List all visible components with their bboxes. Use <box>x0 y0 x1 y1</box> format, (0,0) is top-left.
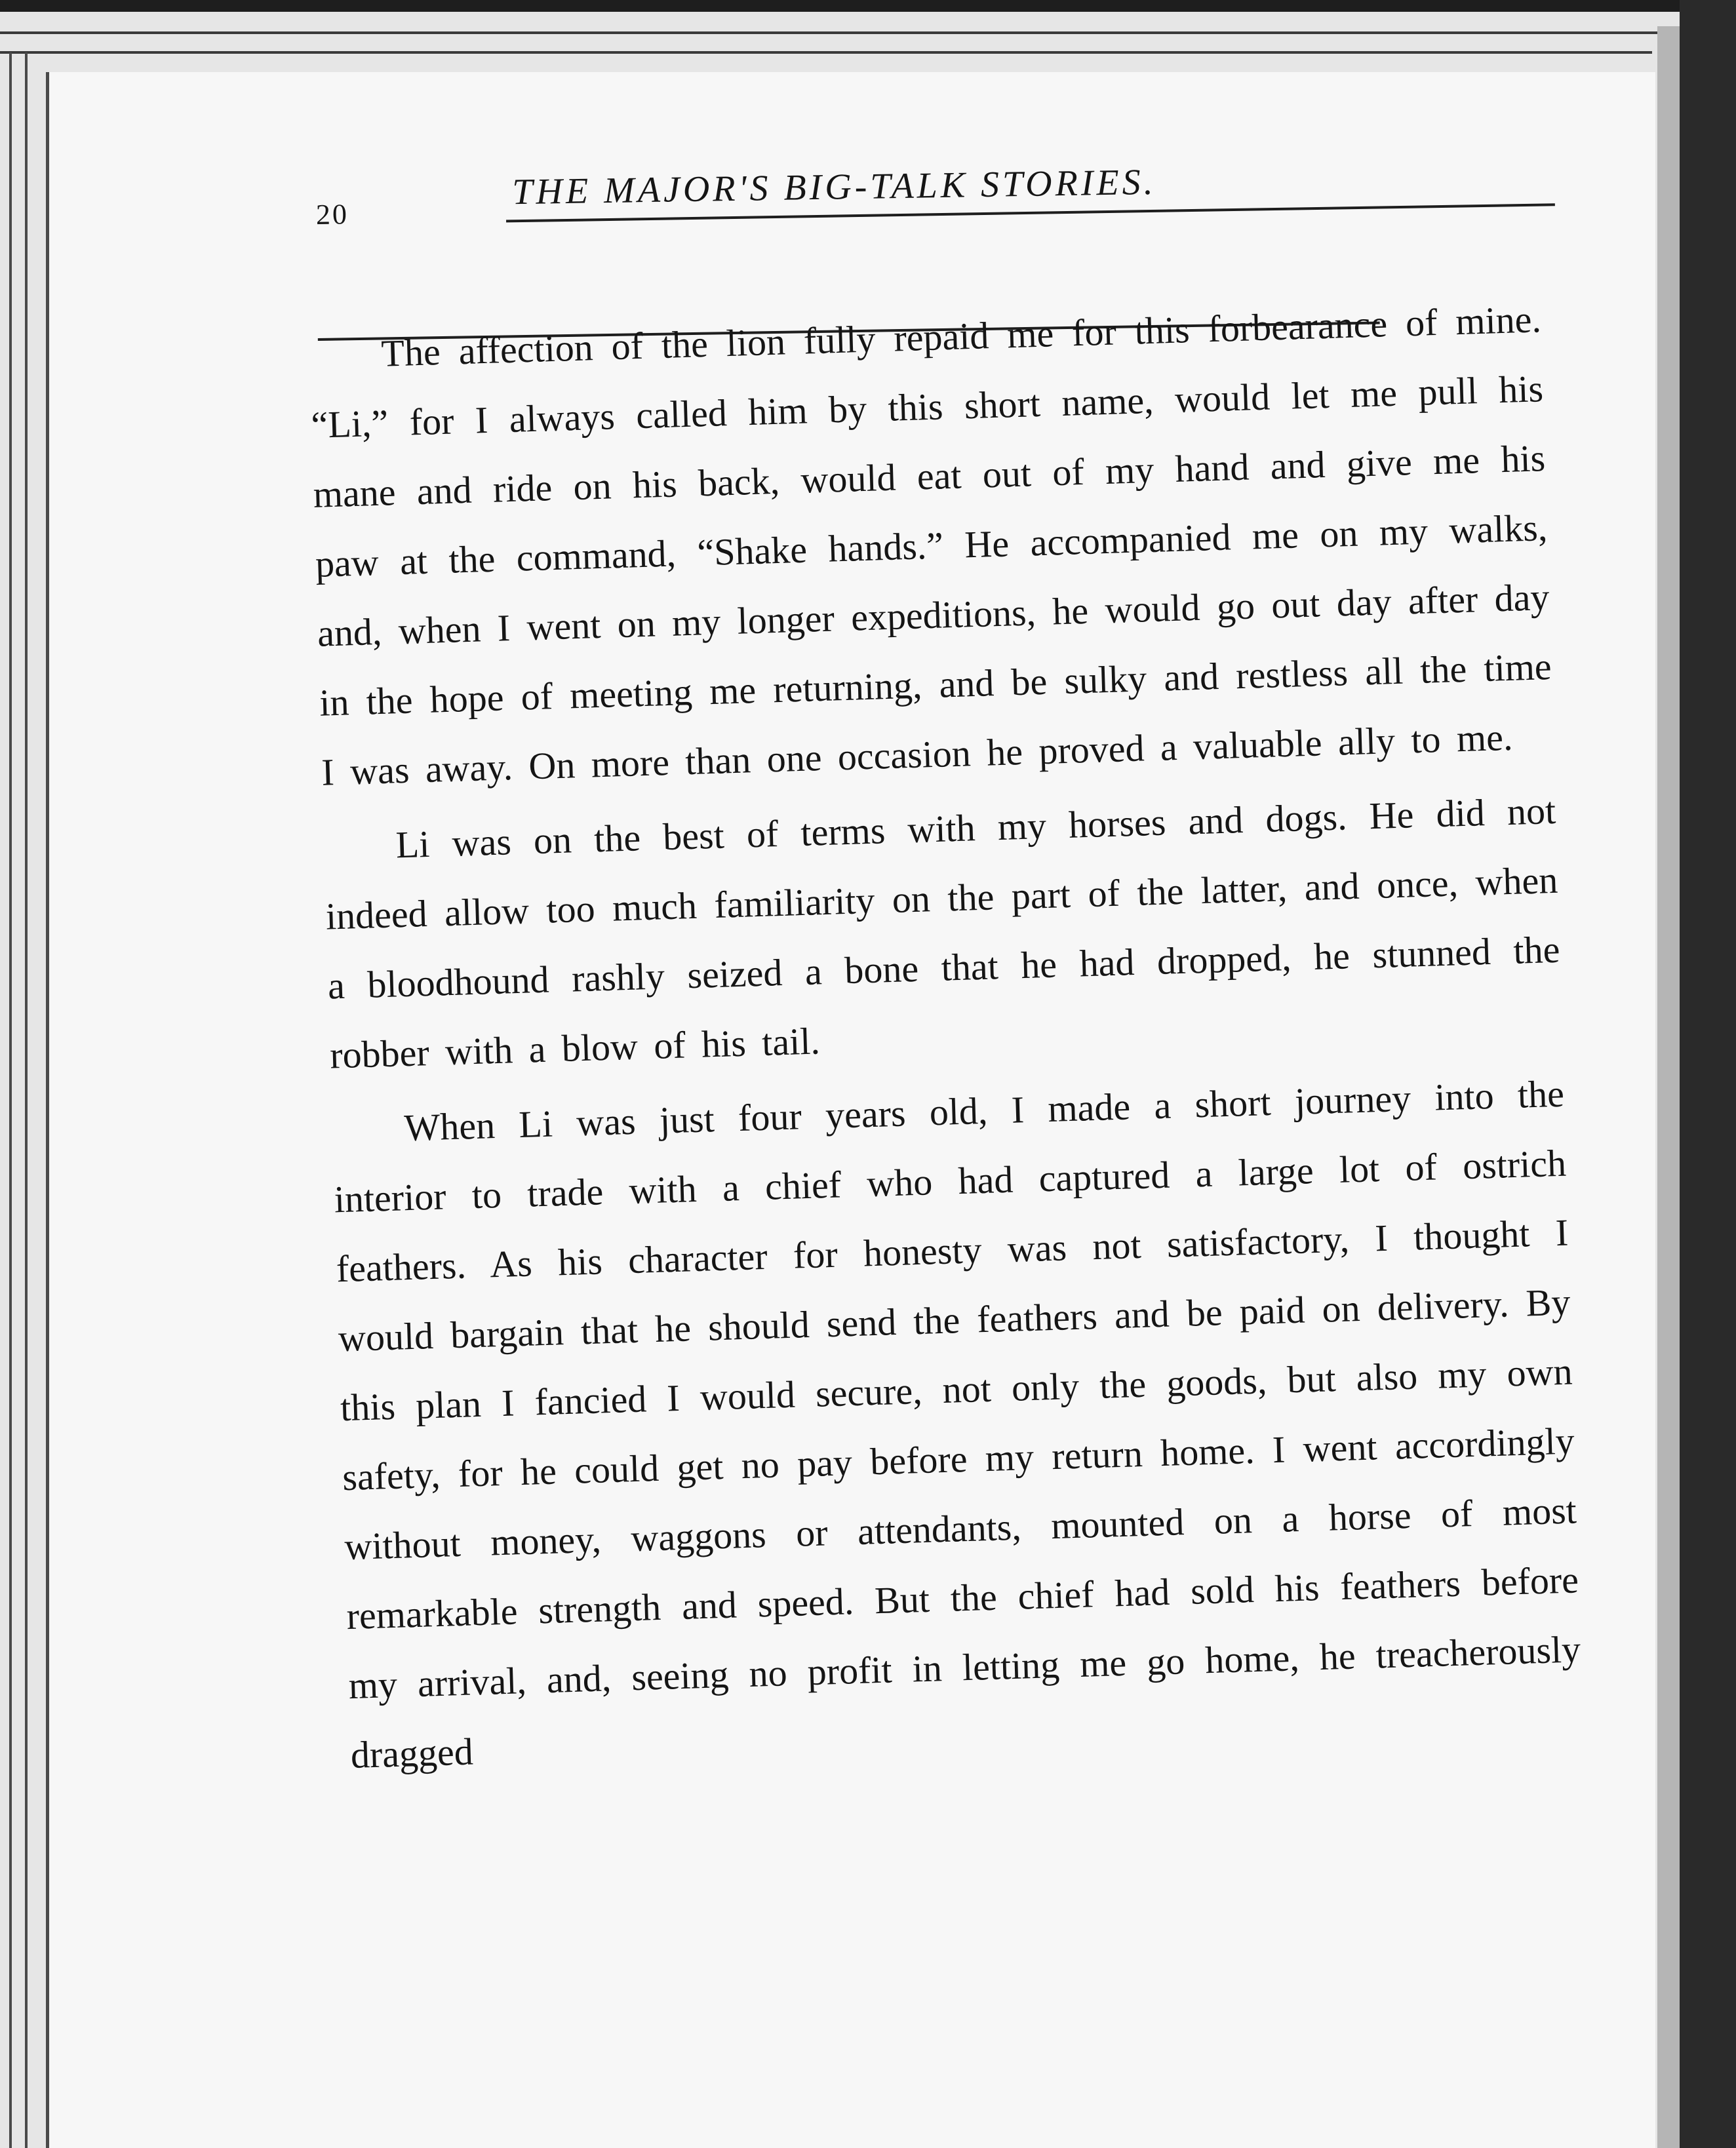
page-stack-edge-line <box>9 52 12 2148</box>
page-header <box>315 119 1522 236</box>
scan-right-edge <box>1680 0 1736 2148</box>
page-stack-edge-line <box>0 31 1659 34</box>
paragraph: When Li was just four years old, I made a short journey into the interior to trade with a chief who had captured a large lot of ostrich feathers. As his character for honesty was not satisfactory, I thought I would bargain that he should send the feathers and be paid on delivery. By this plan I fancied I would secure, not only the goods, but also my own safety, for he could get no pay before my return home. I went accordingly without money, waggons or attendants, mounted on a horse of most remarkable strength and speed. But the chief had sold his feathers before my arrival, and, seeing no profit in letting me go home, he treacherously dragged <box>333 1072 1581 1777</box>
paragraph: Li was on the best of terms with my horses and dogs. He did not indeed allow too much familiarity on the part of the latter, and once, when a bloodhound rashly seized a bone that he had dropped, he stunned the robber with a blow of his tail. <box>325 789 1561 1077</box>
page-body-text <box>308 284 1584 1795</box>
running-title: THE MAJOR'S BIG-TALK STORIES. <box>511 161 1157 213</box>
scan-top-edge <box>0 0 1736 12</box>
page-stack-edge-line <box>25 52 28 2148</box>
paragraph: The affection of the lion fully repaid me for this forbearance of mine. “Li,” for I always called him by this short name, would let me pull his mane and ride on his back, would eat out of my hand and give me his paw at the command, “Shake hands.” He accompanied me on my walks, and, when I went on my longer expeditions, he would go out day after day in the hope of meeting me returning, and be sulky and restless all the time I was away. On more than one occasion he proved a valuable ally to me. <box>310 298 1552 794</box>
page-number: 20 <box>315 198 349 231</box>
page-stack-edge-line <box>0 51 1652 54</box>
binding-shadow <box>1657 26 1680 2148</box>
